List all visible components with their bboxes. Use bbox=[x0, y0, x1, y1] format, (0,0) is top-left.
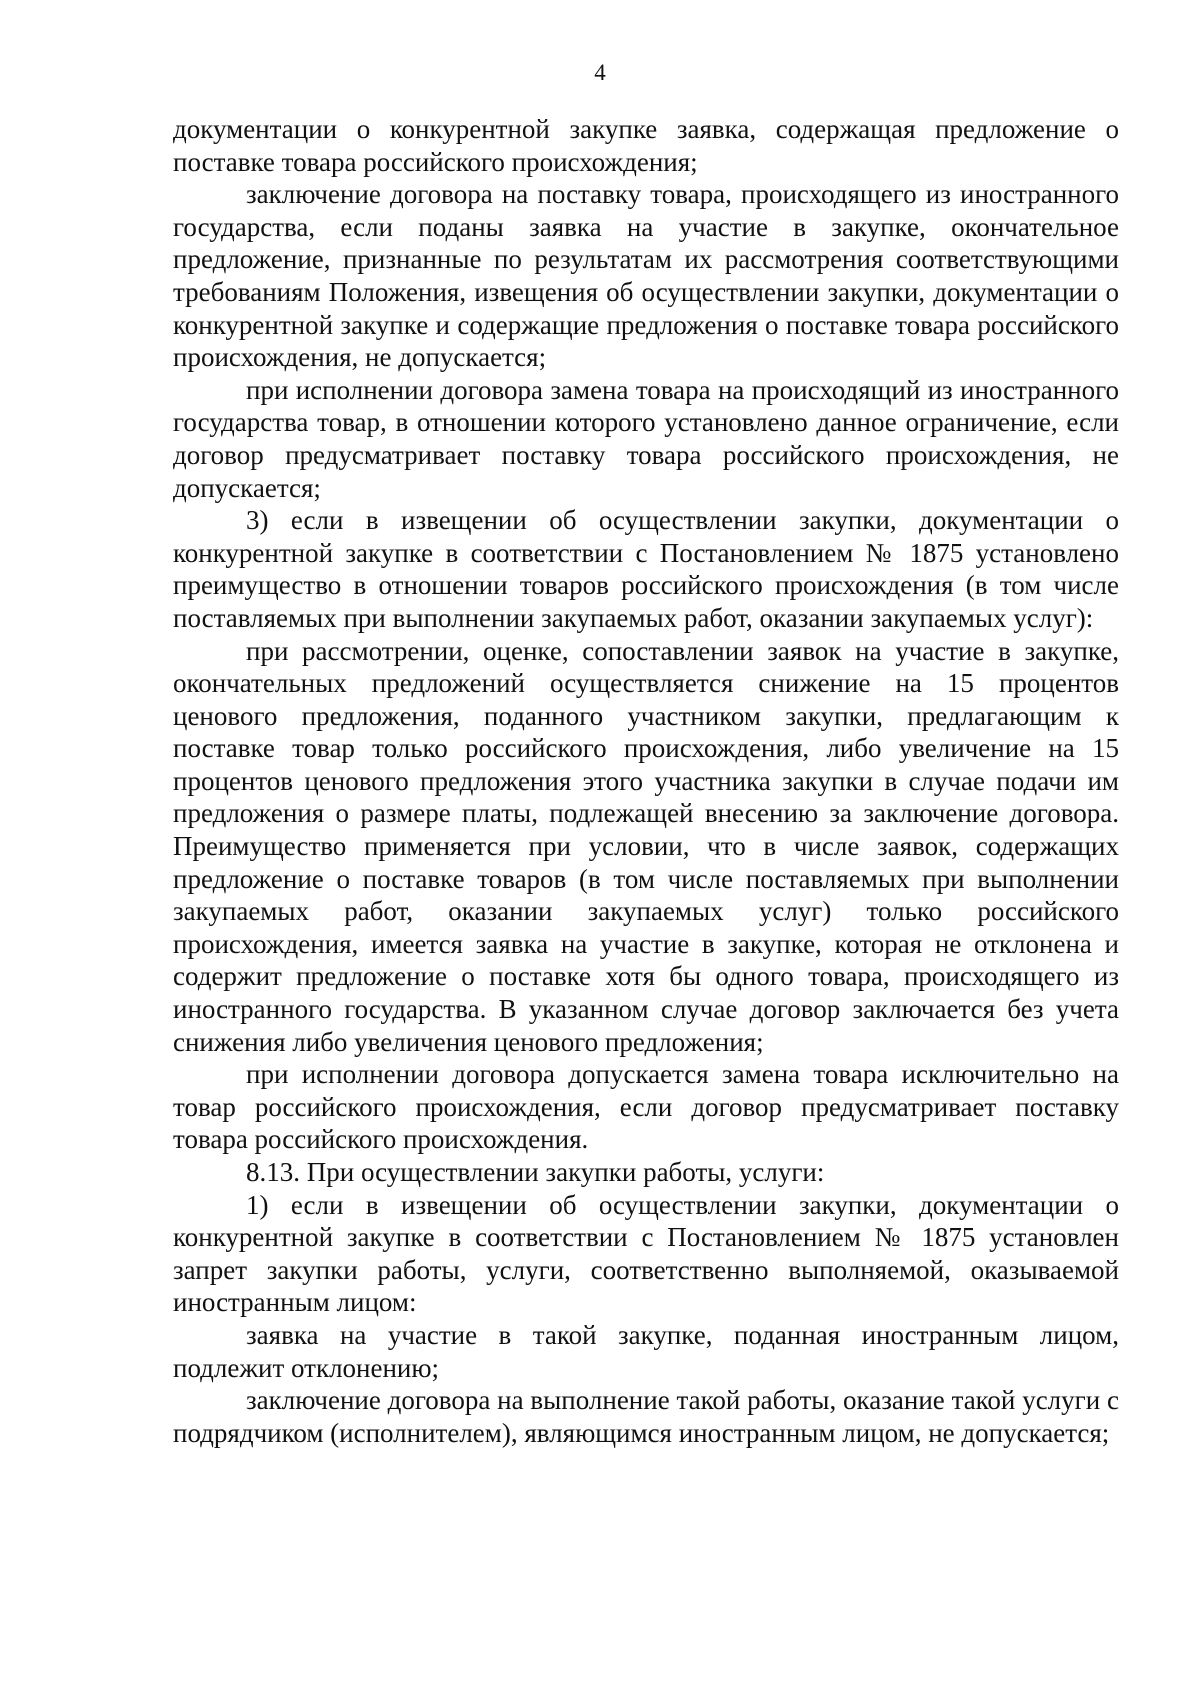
document-body bbox=[173, 113, 1119, 1449]
paragraph: заявка на участие в такой закупке, поданная иностранным лицом, подлежит отклонению; bbox=[173, 1319, 1119, 1383]
paragraph: при исполнении договора замена товара на происходящий из иностранного государства товар, в отношении которого установлено данное ограничение, если договор предусматривает поставку товара российского происхождения, не допускается; bbox=[173, 374, 1119, 503]
paragraph: 1) если в извещении об осуществлении закупки, документации о конкурентной закупке в соответствии с Постановлением № 1875 установлен запрет закупки работы, услуги, соответственно выполняемой, оказываемой иностранным лицом: bbox=[173, 1189, 1119, 1318]
paragraph: документации о конкурентной закупке заявка, содержащая предложение о поставке товара российского происхождения; bbox=[173, 114, 1119, 177]
paragraph: 3) если в извещении об осуществлении закупки, документации о конкурентной закупке в соответствии с Постановлением № 1875 установлено преимущество в отношении товаров российского происхождения (в том числе поставляемых при выполнении закупаемых работ, оказании закупаемых услуг): bbox=[173, 505, 1119, 633]
paragraph: заключение договора на поставку товара, происходящего из иностранного государства, если поданы заявка на участие в закупке, окончательное предложение, признанные по результатам их рассмотрения соответствующими требованиям Положения, извещения об осуществлении закупки, документации о конкурентной закупке и содержащие предложения о поставке товара российского происхождения, не допускается; bbox=[173, 179, 1119, 373]
page-number: 4 bbox=[594, 60, 606, 85]
paragraph: 8.13. При осуществлении закупки работы, услуги: bbox=[246, 1157, 825, 1187]
paragraph: при рассмотрении, оценке, сопоставлении заявок на участие в закупке, окончательных предложений осуществляется снижение на 15 процентов ценового предложения, поданного участником закупки, предлагающим к поставке товар только российского происхождения, либо увеличение на 15 процентов ценового предложения этого участника закупки в случае подачи им предложения о размере платы, подлежащей внесению за заключение договора. Преимущество применяется при условии, что в числе заявок, содержащих предложение о поставке товаров (в том числе поставляемых при выполнении закупаемых работ, оказании закупаемых услуг) только российского происхождения, имеется заявка на участие в закупке, которая не отклонена и содержит предложение о поставке хотя бы одного товара, происходящего из иностранного государства. В указанном случае договор заключается без учета снижения либо увеличения ценового предложения; bbox=[173, 635, 1119, 1057]
paragraph: заключение договора на выполнение такой работы, оказание такой услуги с подрядчиком (исполнителем), являющимся иностранным лицом, не допускается; bbox=[173, 1385, 1119, 1448]
paragraph: при исполнении договора допускается замена товара исключительно на товар российского происхождения, если договор предусматривает поставку товара российского происхождения. bbox=[173, 1059, 1119, 1155]
